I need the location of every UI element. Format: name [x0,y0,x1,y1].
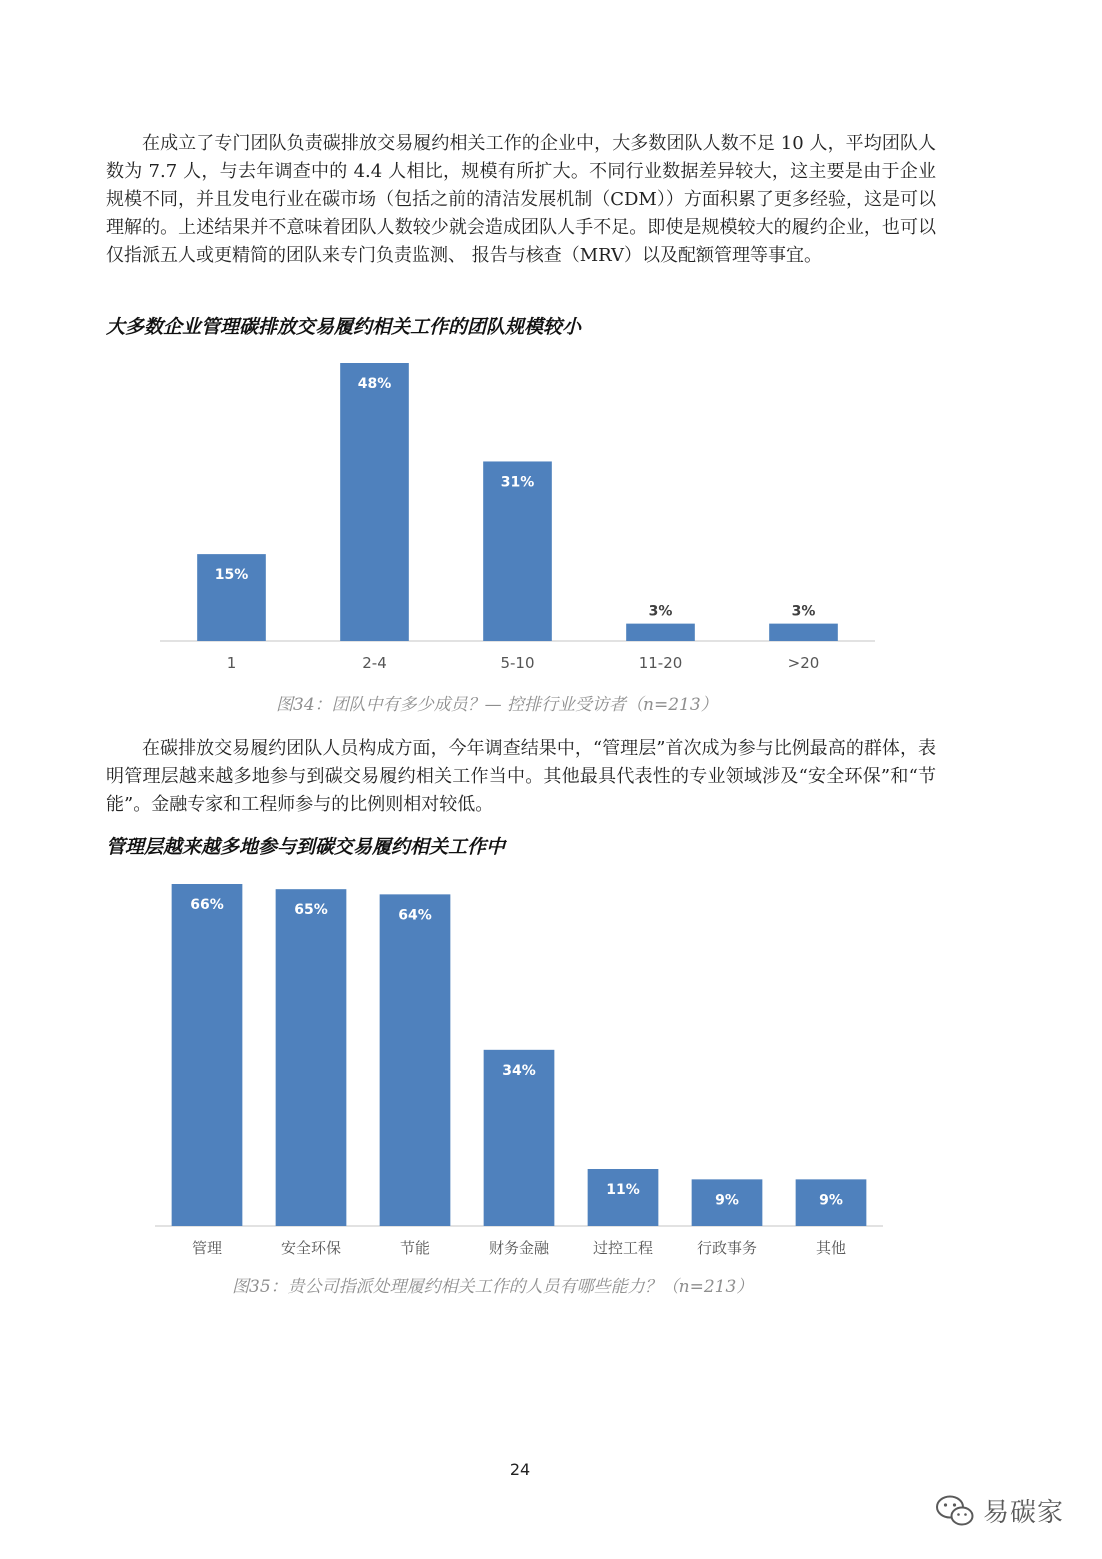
category-tick-label-1: 安全环保 [280,1239,342,1257]
figure-34-caption: 图34：团队中有多少成员？— 控排行业受访者（n=213） [276,695,718,715]
bar-value-label-2: 64% [398,907,432,924]
figure-35-caption: 图35：贵公司指派处理履约相关工作的人员有哪些能力？（n=213） [232,1277,754,1297]
bar-value-label-3: 3% [648,603,673,620]
bar-value-label-0: 66% [190,897,224,913]
bar-value-label-0: 15% [214,567,249,584]
bar-1 [276,889,347,1226]
category-tick-label-0: 1 [226,654,237,672]
bar-value-label-5: 9% [715,1192,739,1209]
bar-value-label-1: 65% [294,902,328,919]
category-tick-label-2: 节能 [399,1239,431,1257]
category-tick-label-3: 11-20 [638,654,683,672]
section-title-management: 管理层越来越多地参与到碳交易履约相关工作中 [106,836,506,858]
page-number: 24 [509,1460,531,1479]
category-tick-label-4: >20 [787,654,820,672]
middle-paragraph: 在碳排放交易履约团队人员构成方面，今年调查结果中，“管理层”首次成为参与比例最高的群体，表明管理层越来越多地参与到碳交易履约相关工作当中。其他最具代表性的专业领域涉及“安全环保”和“节能”。金融专家和工程师参与的比例则相对较低。 [106,738,936,815]
bar-0 [172,884,243,1226]
bar-3 [626,624,695,641]
category-tick-label-1: 2-4 [362,654,387,672]
category-tick-label-5: 行政事务 [696,1239,758,1257]
wechat-icon [935,1494,975,1528]
bar-1 [340,363,409,641]
category-tick-label-0: 管理 [191,1239,223,1257]
bar-value-label-4: 3% [791,603,816,620]
team-size-bar-chart [160,350,890,690]
category-tick-label-6: 其他 [815,1239,847,1257]
intro-paragraph: 在成立了专门团队负责碳排放交易履约相关工作的企业中，大多数团队人数不足 10 人，平均团队人数为 7.7 人，与去年调查中的 4.4 人相比，规模有所扩大。不同行业数据差异较大，这主要是由于企业规模不同，并且发电行业在碳市场（包括之前的清洁发展机制（CDM））方面积累了更多经验，这是可以理解的。上述结果并不意味着团队人数较少就会造成团队人手不足。即使是规模较大的履约企业，也可以仅指派五人或更精简的团队来专门负责监测、 报告与核查（MRV）以及配额管理等事宜。 [106,133,936,266]
bar-value-label-2: 31% [500,474,535,491]
category-tick-label-4: 过控工程 [592,1239,654,1257]
category-tick-label-3: 财务金融 [488,1239,550,1257]
bar-2 [380,894,451,1226]
watermark-text: 易碳家 [983,1498,1065,1528]
bar-value-label-6: 9% [819,1192,843,1209]
bar-value-label-3: 34% [502,1062,536,1079]
team-competency-bar-chart [155,870,895,1265]
watermark [935,1492,1064,1529]
bar-value-label-4: 11% [606,1182,640,1198]
bar-value-label-1: 48% [357,376,392,392]
section-title-team-size: 大多数企业管理碳排放交易履约相关工作的团队规模较小 [106,316,582,338]
bar-4 [769,624,838,641]
category-tick-label-2: 5-10 [500,654,535,672]
